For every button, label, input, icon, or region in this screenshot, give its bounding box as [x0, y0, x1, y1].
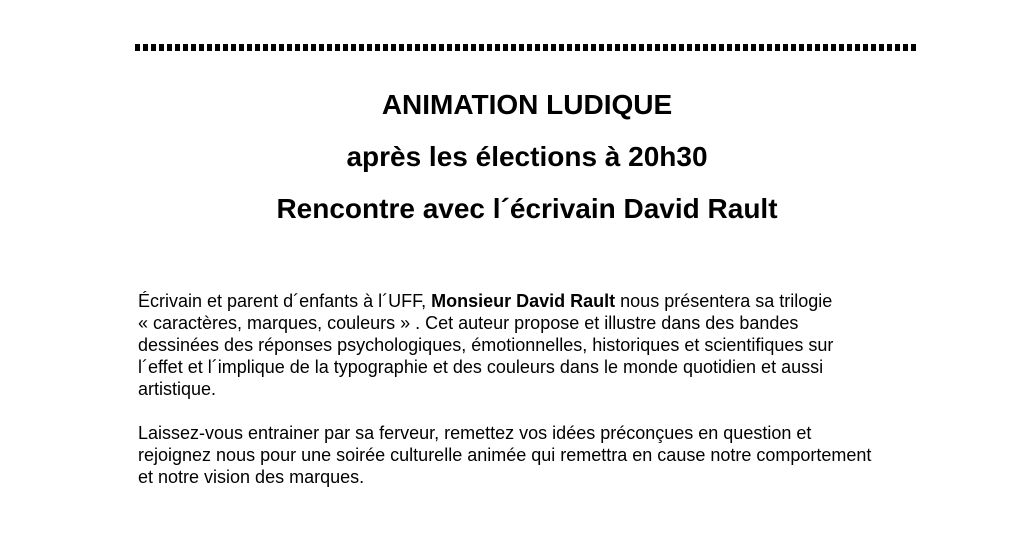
paragraph-line: « caractères, marques, couleurs » . Cet auteur propose et illustre dans des bandes [138, 313, 799, 333]
paragraph-line: rejoignez nous pour une soirée culturelle animée qui remettra en cause notre comportement [138, 445, 872, 465]
author-name: Monsieur David Rault [431, 291, 616, 311]
paragraph-line [138, 290, 918, 312]
heading-subtitle-author: Rencontre avec l´écrivain David Rault [276, 193, 778, 224]
paragraph-line: artistique. [138, 379, 217, 399]
heading-title: ANIMATION LUDIQUE [381, 89, 673, 120]
paragraph-line: Laissez-vous entrainer par sa ferveur, remettez vos idées préconçues en question et [138, 423, 812, 443]
paragraph-line: et notre vision des marques. [138, 467, 365, 487]
text-segment: Écrivain et parent d´enfants à l´UFF, [138, 291, 432, 311]
dotted-separator [135, 44, 919, 51]
text-segment: nous présentera sa trilogie [615, 291, 833, 311]
heading-subtitle-time: après les élections à 20h30 [346, 141, 708, 172]
paragraph-line: l´effet et l´implique de la typographie et des couleurs dans le monde quotidien et aussi [138, 357, 824, 377]
paragraph-introduction [138, 290, 918, 400]
paragraph-invitation [138, 422, 918, 488]
paragraph-line: dessinées des réponses psychologiques, émotionnelles, historiques et scientifiques sur [138, 335, 834, 355]
